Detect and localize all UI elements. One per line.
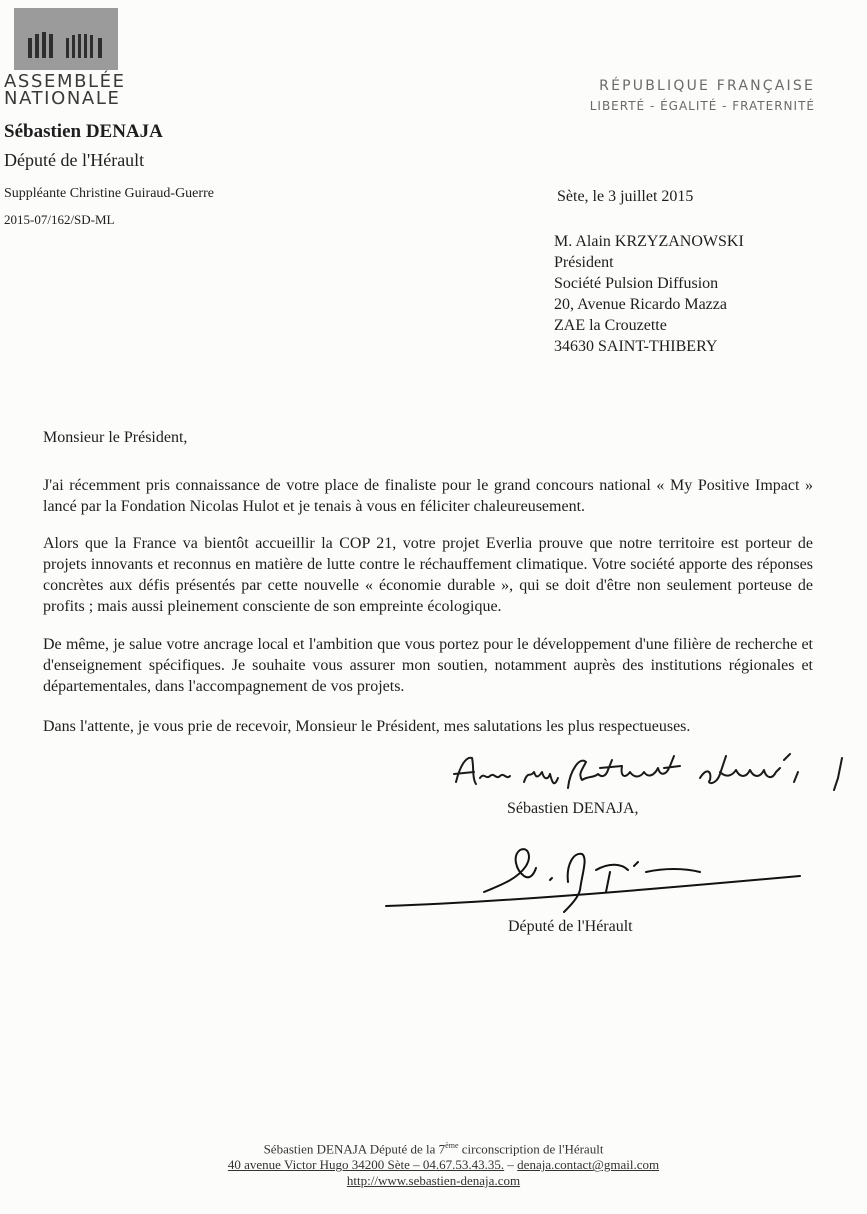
recipient-line: 34630 SAINT-THIBERY: [554, 338, 718, 355]
signature-scribble: [384, 840, 804, 915]
signer-title: Député de l'Hérault: [508, 918, 633, 935]
recipient-address: [554, 231, 744, 357]
paragraph-3: De même, je salue votre ancrage local et l'ambition que vous portez pour le développement d'une filière de recherche et d'enseignement spécifiques. Je souhaite vous assurer mon soutien, notamment auprès des institutions régionales et départementales, dans l'accompagnement de vos projets.: [43, 636, 813, 695]
footer-line-3: [0, 1173, 867, 1189]
footer-constituency: circonscription de l'Hérault: [458, 1141, 604, 1157]
letter-date: Sète, le 3 juillet 2015: [557, 188, 694, 205]
republic-motto: [590, 76, 815, 116]
signer-name: Sébastien DENAJA,: [507, 800, 639, 817]
footer-sep: –: [504, 1157, 518, 1173]
footer-email-link[interactable]: denaja.contact@gmail.com: [517, 1157, 660, 1173]
handwriting-scribble: [450, 748, 860, 798]
recipient-line: Société Pulsion Diffusion: [554, 275, 719, 292]
hemicycle-columns-icon: [14, 8, 118, 70]
handwritten-closing: [450, 748, 860, 803]
recipient-line: Président: [554, 254, 614, 271]
footer-address: 40 avenue Victor Hugo 34200 Sète – 04.67.53.43.35.: [227, 1157, 505, 1173]
recipient-line: M. Alain KRZYZANOWSKI: [554, 233, 744, 250]
footer-line-1: [0, 1138, 867, 1157]
sender-name: Sébastien DENAJA: [4, 121, 163, 142]
logo-text: [4, 73, 126, 107]
recipient-line: 20, Avenue Ricardo Mazza: [554, 296, 727, 313]
reference-number: 2015-07/162/SD-ML: [4, 212, 115, 227]
paragraph-1: J'ai récemment pris connaissance de votre place de finaliste pour le grand concours national « My Positive Impact » lancé par la Fondation Nicolas Hulot et je tenais à vous en féliciter chaleureusement.: [43, 477, 813, 515]
footer-sup: ème: [445, 1141, 459, 1150]
substitute-line: Suppléante Christine Guiraud-Guerre: [4, 186, 214, 201]
paragraph-4: Dans l'attente, je vous prie de recevoir, Monsieur le Président, mes salutations les plus respectueuses.: [43, 718, 691, 735]
republic-line-1: RÉPUBLIQUE FRANÇAISE: [599, 78, 815, 94]
footer-line-2: [10, 1157, 867, 1173]
logo-line-2: NATIONALE: [4, 88, 121, 109]
recipient-line: ZAE la Crouzette: [554, 317, 667, 334]
sender-title: Député de l'Hérault: [4, 150, 145, 170]
footer-name: Sébastien DENAJA Député de la 7: [263, 1141, 446, 1157]
footer-website-link[interactable]: http://www.sebastien-denaja.com: [346, 1173, 521, 1189]
paragraph-2: Alors que la France va bientôt accueillir la COP 21, votre projet Everlia prouve que notre territoire est porteur de projets innovants et reconnus en matière de lutte contre le réchauffement climatique. Votre société apporte des réponses concrètes aux défis présentés par cette nouvelle « économie durable », qui se doit d'être non seulement porteuse de profits ; mais aussi pleinement consciente de son empreinte écologique.: [43, 535, 813, 615]
assemblee-nationale-logo: [14, 8, 118, 70]
logo-line-1: ASSEMBLÉE: [4, 71, 126, 92]
letter-footer: [0, 1138, 867, 1189]
republic-line-2: LIBERTÉ - ÉGALITÉ - FRATERNITÉ: [589, 99, 815, 113]
salutation: Monsieur le Président,: [43, 429, 188, 446]
signature: [384, 840, 804, 920]
